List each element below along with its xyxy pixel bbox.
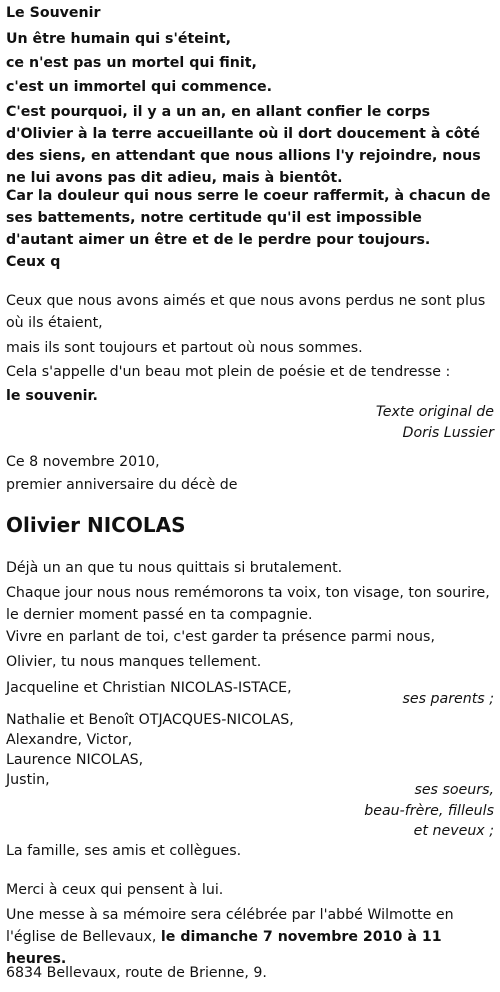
poem-line-3: c'est un immortel qui commence. — [6, 79, 272, 95]
credit-line-1: Texte original de — [375, 404, 494, 420]
siblings-role-1: ses soeurs, — [414, 782, 494, 798]
siblings-line-2: Alexandre, Victor, — [6, 732, 133, 748]
date-line: Ce 8 novembre 2010, — [6, 454, 160, 470]
siblings-role-2: beau-frère, filleuls — [364, 803, 494, 819]
mass-text: Une messe à sa mémoire sera célébrée par l'abbé Wilmotte en l'église de Bellevaux, — [6, 907, 454, 945]
poem-paragraph-2: Car la douleur qui nous serre le coeur raffermit, à chacun de ses battements, notre certitude qu'il est impossible d'autant aimer un être et de le perdre pour toujours. — [6, 188, 491, 248]
siblings-line-1: Nathalie et Benoît OTJACQUES-NICOLAS, — [6, 712, 294, 728]
mass-date: le dimanche 7 novembre 2010 à 11 heures. — [6, 929, 442, 967]
parents-names: Jacqueline et Christian NICOLAS-ISTACE, — [6, 680, 292, 696]
family-others: La famille, ses amis et collègues. — [6, 843, 242, 859]
poem-line-2: ce n'est pas un mortel qui finit, — [6, 55, 257, 71]
mass-announcement — [6, 904, 494, 970]
thanks-line: Merci à ceux qui pensent à lui. — [6, 882, 224, 898]
parents-role: ses parents ; — [402, 691, 494, 707]
siblings-line-3: Laurence NICOLAS, — [6, 752, 144, 768]
poem-line-1: Un être humain qui s'éteint, — [6, 31, 231, 47]
message-line-3: Vivre en parlant de toi, c'est garder ta présence parmi nous, — [6, 629, 435, 645]
anniversary-line: premier anniversaire du décè de — [6, 477, 238, 493]
siblings-role-3: et neveux ; — [413, 823, 494, 839]
verse-line-2: mais ils sont toujours et partout où nous sommes. — [6, 340, 363, 356]
poem-heading: Le Souvenir — [6, 5, 101, 21]
verse-line-1: Ceux que nous avons aimés et que nous avons perdus ne sont plus où ils étaient, — [6, 293, 486, 331]
message-line-4: Olivier, tu nous manques tellement. — [6, 654, 262, 670]
verse-line-4: le souvenir. — [6, 388, 98, 404]
deceased-name: Olivier NICOLAS — [6, 513, 186, 537]
address-line: 6834 Bellevaux, route de Brienne, 9. — [6, 965, 267, 981]
siblings-line-4: Justin, — [6, 772, 50, 788]
message-line-2: Chaque jour nous nous remémorons ta voix, ton visage, ton sourire, le dernier moment passé en ta compagnie. — [6, 585, 490, 623]
poem-paragraph-1: C'est pourquoi, il y a un an, en allant confier le corps d'Olivier à la terre accueillante où il dort doucement à côté des siens, en attendant que nous allions l'y rejoindre, nous ne lui avons pas dit adieu, mais à bientôt. — [6, 104, 481, 186]
poem-fragment: Ceux q — [6, 254, 61, 270]
message-line-1: Déjà un an que tu nous quittais si brutalement. — [6, 560, 343, 576]
verse-line-3: Cela s'appelle d'un beau mot plein de poésie et de tendresse : — [6, 364, 451, 380]
credit-line-2: Doris Lussier — [402, 425, 494, 441]
